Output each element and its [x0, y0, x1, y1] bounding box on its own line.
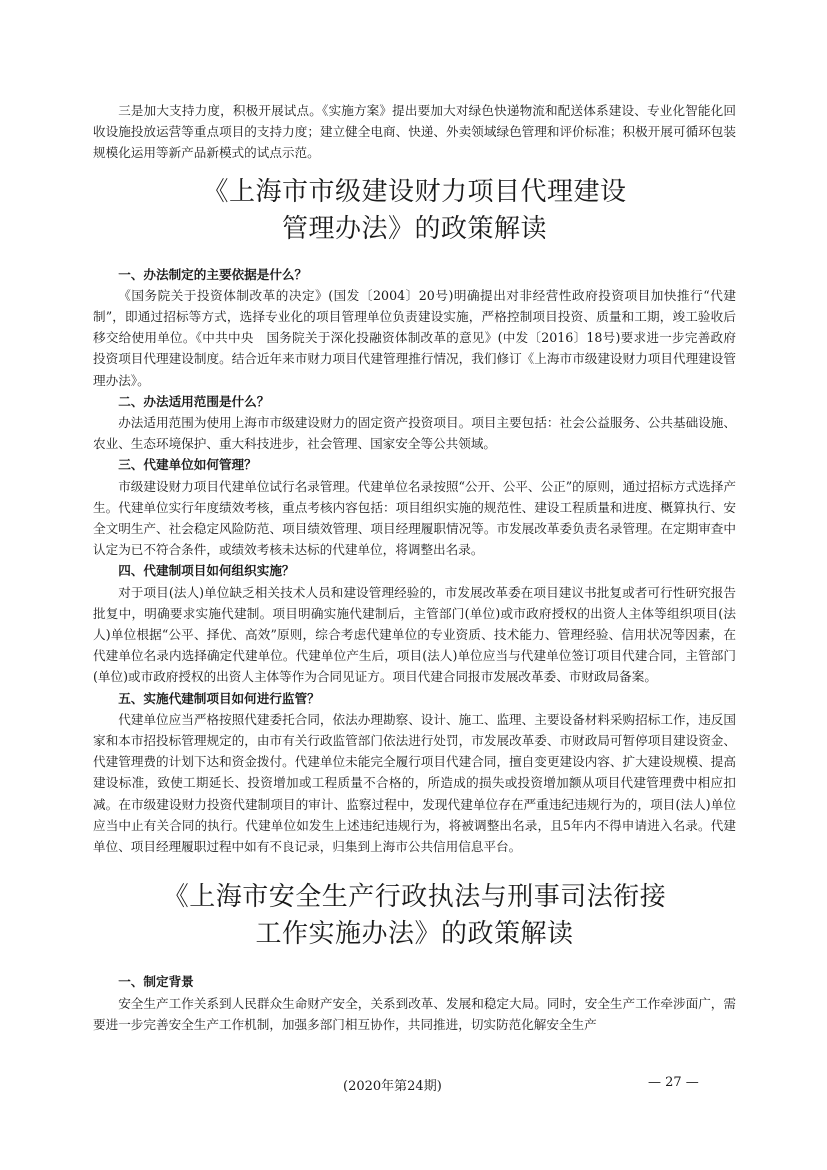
section1-heading-4: 四、代建制项目如何组织实施？ [118, 563, 295, 579]
issue-label: (2020年第24期) [343, 1079, 442, 1094]
section2-title-line2: 工作实施办法》的政策解读 [255, 919, 574, 950]
section1-heading-2: 二、办法适用范围是什么？ [118, 393, 270, 409]
section2-title-line1: 《上海市安全生产行政执法与刑事司法衔接 [162, 882, 667, 913]
section2-heading-1: 一、制定背景 [118, 974, 194, 990]
section1-heading-3: 三、代建单位如何管理？ [118, 457, 257, 473]
section1-paragraph-4: 对于项目(法人)单位缺乏相关技术人员和建设管理经验的，市发展改革委在项目建议书批复或者可行性研究报告批复中，明确要求实施代建制。项目明确实施代建制后，主管部门(单位)或市政府授权的出资人主体等组织项目(法人)单位根据“公平、择优、高效”原则，综合考虑代建单位的专业资质、技术能力、管理经验、信用状况等因素，在代建单位名录内选择确定代建单位。代建单位产生后，项目(法人)单位应当与代建单位签订项目代建合同，主管部门(单位)或市政府授权的出资人主体等作为合同见证方。项目代建合同报市发展改革委、市财政局备案。 [93, 584, 736, 685]
section1-heading-1: 一、办法制定的主要依据是什么？ [118, 266, 308, 282]
section1-heading-5: 五、实施代建制项目如何进行监管？ [118, 690, 320, 706]
section1-title [93, 174, 736, 248]
page-content [93, 100, 736, 1035]
section1-title-line1: 《上海市市级建设财力项目代理建设 [202, 176, 627, 207]
section1-paragraph-1: 《国务院关于投资体制改革的决定》(国发〔2004〕20号)明确提出对非经营性政府投资项目加快推行“代建制”，即通过招标等方式，选择专业化的项目管理单位负责建设实施，严格控制项目投资、质量和工期，竣工验收后移交给使用单位。《中共中央 国务院关于深化投融资体制改革的意见》(中发〔2016〕18号)要求进一步完善政府投资项目代理建设制度。结合近年来市财力项目代建管理推行情况，我们修订《上海市市级建设财力项目代理建设管理办法》。 [93, 287, 736, 388]
page-footer [0, 1075, 827, 1095]
section2-paragraph-1: 安全生产工作关系到人民群众生命财产安全，关系到改革、发展和稳定大局。同时，安全生产工作牵涉面广，需要进一步完善安全生产工作机制，加强多部门相互协作，共同推进，切实防范化解安全生产 [93, 995, 736, 1032]
intro-paragraph: 三是加大支持力度，积极开展试点。《实施方案》提出要加大对绿色快递物流和配送体系建设、专业化智能化回收设施投放运营等重点项目的支持力度；建立健全电商、快递、外卖领域绿色管理和评价标准；积极开展可循环包装规模化运用等新产品新模式的试点示范。 [93, 103, 736, 161]
section1-paragraph-2: 办法适用范围为使用上海市市级建设财力的固定资产投资项目。项目主要包括：社会公益服务、公共基础设施、农业、生态环境保护、重大科技进步，社会管理、国家安全等公共领域。 [93, 415, 736, 452]
section1-title-line2: 管理办法》的政策解读 [281, 213, 547, 244]
page-number: — 27 — [648, 1075, 699, 1090]
section1-paragraph-5: 代建单位应当严格按照代建委托合同，依法办理勘察、设计、施工、监理、主要设备材料采购招标工作，违反国家和本市招投标管理规定的，由市有关行政监管部门依法进行处罚，市发展改革委、市财政局可暂停项目建设资金、代建管理费的计划下达和资金拨付。代建单位未能完全履行项目代建合同，擅自变更建设内容、扩大建设规模、提高建设标准，致使工期延长、投资增加或工程质量不合格的，所造成的损失或投资增加额从项目代建管理费中相应扣减。在市级建设财力投资代建制项目的审计、监察过程中，发现代建单位存在严重违纪违规行为的，项目(法人)单位应当中止有关合同的执行。代建单位如发生上述违纪违规行为，将被调整出名录，且5年内不得申请进入名录。代建单位、项目经理履职过程中如有不良记录，归集到上海市公共信用信息平台。 [93, 711, 736, 855]
section2-title [93, 879, 736, 953]
section1-paragraph-3: 市级建设财力项目代建单位试行名录管理。代建单位名录按照“公开、公平、公正”的原则，通过招标方式选择产生。代建单位实行年度绩效考核，重点考核内容包括：项目组织实施的规范性、建设工程质量和进度、概算执行、安全文明生产、社会稳定风险防范、项目绩效管理、项目经理履职情况等。市发展改革委负责名录管理。在定期审查中认定为已不符合条件，或绩效考核未达标的代建单位，将调整出名录。 [93, 478, 736, 558]
